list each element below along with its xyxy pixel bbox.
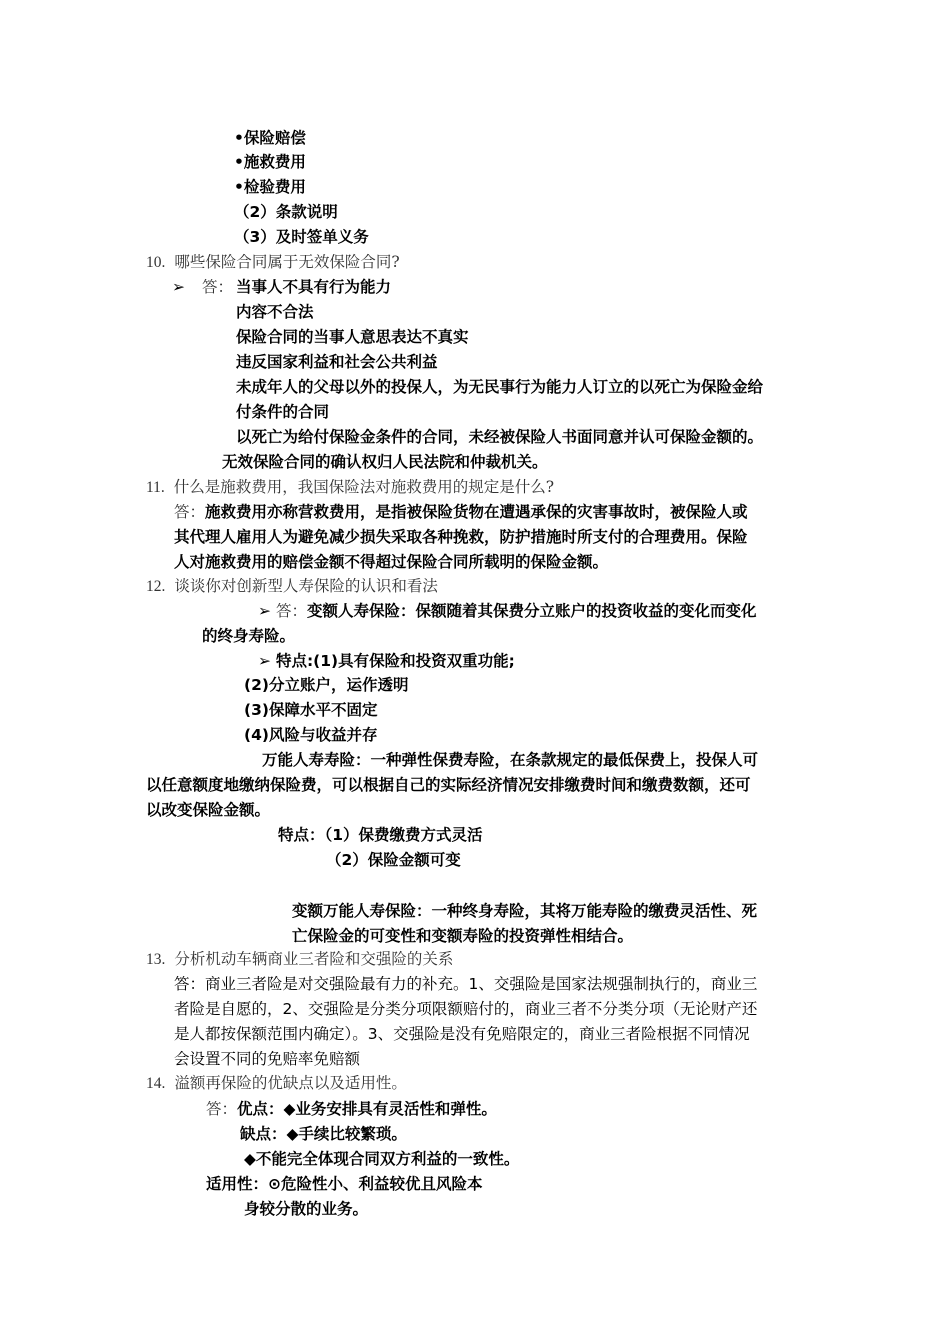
answer-line: 当事人不具有行为能力 (236, 278, 392, 296)
applicability-line: 身较分散的业务。 (244, 1200, 369, 1218)
feature-item: (3)保障水平不固定 (244, 701, 378, 719)
answer-prefix: 答： (174, 503, 206, 521)
answer-line: 变额万能人寿保险：一种终身寿险，其将万能寿险的缴费灵活性、死 (292, 902, 758, 920)
advantages-line: 答：优点：◆业务安排具有灵活性和弹性。 (206, 1100, 497, 1118)
answer-line: 以改变保险金额。 (146, 801, 271, 819)
question-11 (146, 475, 554, 500)
features-line: 特点：（1）保费缴费方式灵活 (278, 826, 483, 844)
answer-conclusion: 无效保险合同的确认权归人民法院和仲裁机关。 (222, 453, 548, 471)
answer-line: 人对施救费用的赔偿金额不得超过保险合同所载明的保险金额。 (174, 553, 609, 571)
answer-line: 未成年人的父母以外的投保人，为无民事行为能力人订立的以死亡为保险金给 (236, 378, 764, 396)
answer-prefix: 答： (202, 278, 234, 296)
answer-line: ➢ 答：变额人寿保险：保额随着其保费分立账户的投资收益的变化而变化 (258, 602, 757, 620)
question-10 (146, 250, 400, 275)
answer-line: 亡保险金的可变性和变额寿险的投资弹性相结合。 (292, 927, 634, 945)
question-text: 谈谈你对创新型人寿保险的认识和看法 (174, 577, 438, 595)
clause-explanation: （2）条款说明 (234, 203, 338, 221)
arrow-bullet: ➢ (258, 602, 271, 620)
feature-item: （2）保险金额可变 (326, 851, 461, 869)
list-item-inspection-cost: •检验费用 (234, 178, 306, 196)
answer-line: 以任意额度地缴纳保险费，可以根据自己的实际经济情况安排缴费时间和缴费数额，还可 (146, 776, 751, 794)
question-number: 12. (146, 578, 166, 595)
feature-item: (4)风险与收益并存 (244, 726, 378, 744)
question-13 (146, 947, 453, 972)
answer-line: 会设置不同的免赔率免赔额 (174, 1050, 361, 1068)
features-line: ➢ 特点:(1)具有保险和投资双重功能; (258, 652, 515, 670)
question-number: 10. (146, 254, 166, 271)
question-text: 什么是施救费用，我国保险法对施救费用的规定是什么? (173, 478, 555, 496)
question-text: 哪些保险合同属于无效保险合同? (174, 253, 400, 271)
arrow-bullet: ➢ (258, 652, 271, 670)
answer-line: 的终身寿险。 (202, 627, 296, 645)
list-item-rescue-cost: •施救费用 (234, 153, 306, 171)
feature-item: (2)分立账户，运作透明 (244, 676, 409, 694)
disadvantages-line: 缺点：◆手续比较繁琐。 (240, 1125, 407, 1143)
answer-prefix: 答： (206, 1100, 238, 1118)
answer-line: 内容不合法 (236, 303, 314, 321)
question-number: 14. (146, 1075, 166, 1092)
answer-line: 保险合同的当事人意思表达不真实 (236, 328, 469, 346)
answer-line: 付条件的合同 (236, 403, 330, 421)
timely-signing-duty: （3）及时签单义务 (234, 228, 369, 246)
answer-line: 其代理人雇用人为避免减少损失采取各种挽救，防护措施时所支付的合理费用。保险 (174, 528, 748, 546)
applicability-line: 适用性：⊙危险性小、利益较优且风险本 (206, 1175, 483, 1193)
answer-line: 答：商业三者险是对交强险最有力的补充。1、交强险是国家法规强制执行的，商业三 (174, 975, 758, 993)
question-14 (146, 1071, 407, 1096)
disadvantage-item: ◆不能完全体现合同双方利益的一致性。 (244, 1150, 520, 1168)
answer-line: 违反国家利益和社会公共利益 (236, 353, 438, 371)
list-item-compensation: •保险赔偿 (234, 129, 306, 147)
answer-line: 者险是自愿的，2、交强险是分类分项限额赔付的，商业三者不分类分项（无论财产还 (174, 1000, 758, 1018)
answer-prefix: 答： (275, 602, 307, 620)
question-number: 11. (146, 479, 165, 496)
answer-line: 是人都按保额范围内确定）。3、交强险是没有免赔限定的，商业三者险根据不同情况 (174, 1025, 750, 1043)
answer-line: 万能人寿寿险：一种弹性保费寿险，在条款规定的最低保费上，投保人可 (262, 751, 759, 769)
question-number: 13. (146, 951, 166, 968)
answer-line: 以死亡为给付保险金条件的合同，未经被保险人书面同意并认可保险金额的。 (236, 428, 764, 446)
question-text: 溢额再保险的优缺点以及适用性。 (174, 1074, 407, 1092)
arrow-bullet: ➢ (172, 278, 185, 296)
answer-line: 答：施救费用亦称营救费用，是指被保险货物在遭遇承保的灾害事故时，被保险人或 (174, 503, 748, 521)
question-text: 分析机动车辆商业三者险和交强险的关系 (174, 950, 454, 968)
question-12 (146, 574, 438, 599)
